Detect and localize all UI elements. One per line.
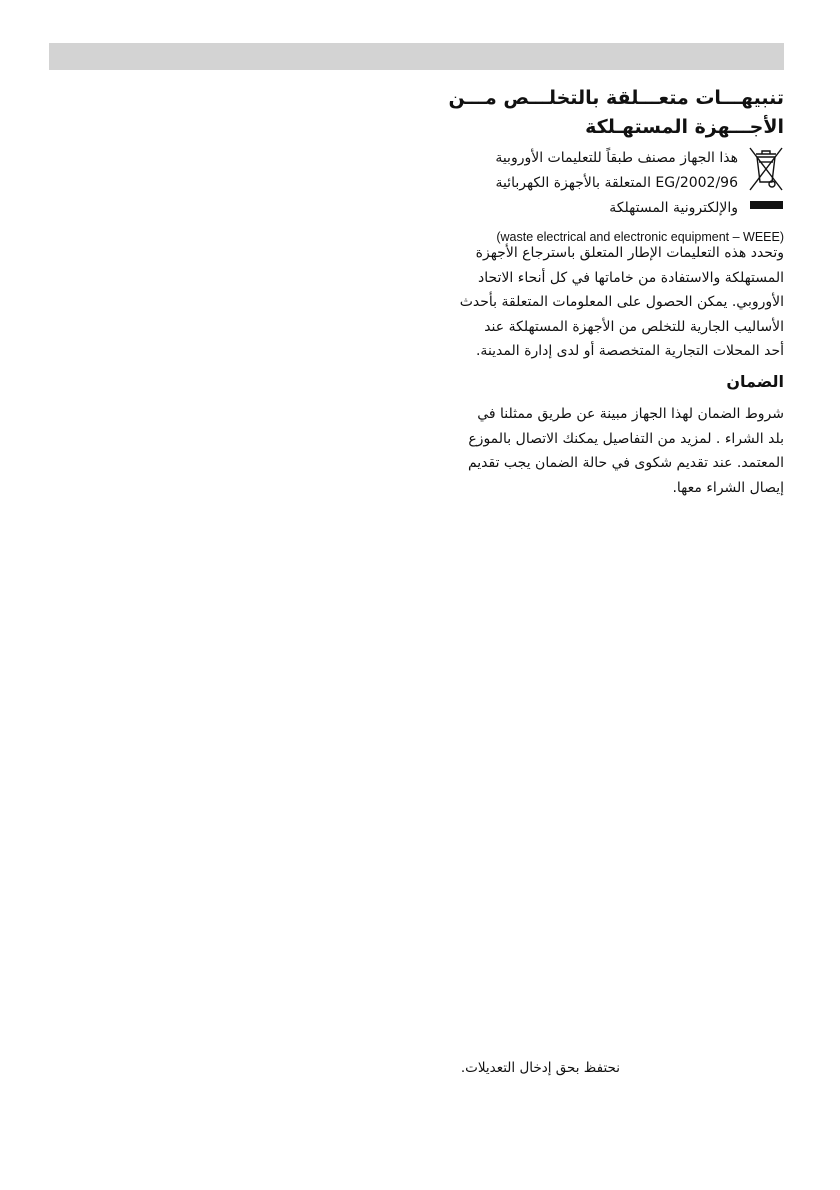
- weee-line-3: والإلكترونية المستهلكة: [609, 200, 738, 216]
- disposal-title-line-1: تنبيهـــات متعـــلقة بالتخلـــص مـــن: [448, 87, 784, 109]
- weee-line-1: هذا الجهاز مصنف طبقاً للتعليمات الأوروبية: [495, 150, 738, 166]
- disposal-line-3: الأوروبي. يمكن الحصول على المعلومات المتعلقة بأحدث: [459, 294, 784, 310]
- weee-notice: [434, 146, 784, 214]
- disposal-line-1: وتحدد هذه التعليمات الإطار المتعلق باسترجاع الأجهزة: [475, 245, 784, 261]
- disposal-title: [434, 84, 784, 142]
- disposal-title-line-2: الأجـــهزة المستهـلكة: [585, 116, 784, 138]
- warranty-paragraph: [434, 402, 784, 500]
- warranty-line-4: إيصال الشراء معها.: [672, 479, 784, 496]
- weee-text: [428, 146, 738, 221]
- header-bar: [49, 43, 784, 70]
- weee-line-2: 2002/96/EG المتعلقة بالأجهزة الكهربائية: [495, 175, 738, 191]
- warranty-line-3: المعتمد. عند تقديم شكوى في حالة الضمان يجب تقديم: [467, 455, 784, 471]
- crossed-out-wheelie-bin-icon: [748, 146, 784, 192]
- warranty-line-1: شروط الضمان لهذا الجهاز مبينة عن طريق ممثلنا في: [477, 406, 784, 422]
- disposal-line-4: الأساليب الجارية للتخلص من الأجهزة المستهلكة عند: [484, 318, 784, 335]
- disposal-line-2: المستهلكة والاستفادة من خاماتها في كل أنحاء الاتحاد: [477, 269, 784, 286]
- disposal-line-5: أحد المحلات التجارية المتخصصة أو لدى إدارة المدينة.: [475, 343, 784, 359]
- footer-note: نحتفظ بحق إدخال التعديلات.: [460, 1060, 620, 1076]
- weee-english-text: (waste electrical and electronic equipment – WEEE): [496, 230, 784, 244]
- disposal-paragraph: [434, 241, 784, 364]
- weee-black-bar: [750, 201, 783, 209]
- warranty-line-2: بلد الشراء . لمزيد من التفاصيل يمكنك الاتصال بالموزع: [468, 430, 784, 447]
- warranty-heading: الضمان: [726, 372, 784, 391]
